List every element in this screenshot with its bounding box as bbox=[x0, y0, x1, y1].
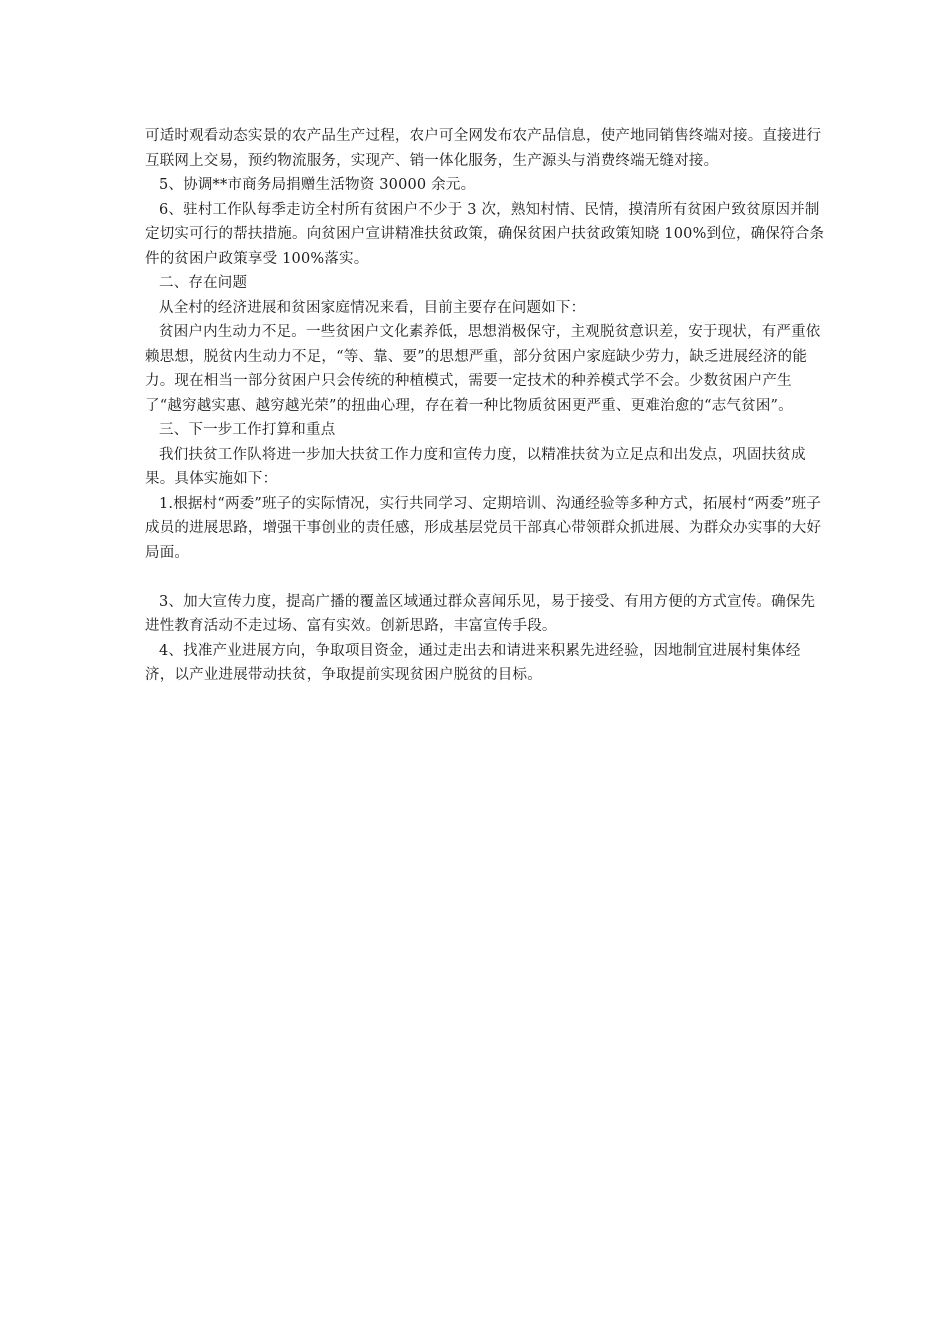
paragraph-step-4: 4、找准产业进展方向，争取项目资金，通过走出去和请进来积累先进经验，因地制宜进展村集体经济，以产业进展带动扶贫，争取提前实现贫困户脱贫的目标。 bbox=[145, 642, 801, 683]
paragraph-step-3: 3、加大宣传力度，提高广播的覆盖区域通过群众喜闻乐见，易于接受、有用方便的方式宣传。确保先进性教育活动不走过场、富有实效。创新思路，丰富宣传手段。 bbox=[145, 593, 816, 634]
document-body bbox=[145, 124, 825, 688]
blank-line bbox=[145, 565, 825, 590]
paragraph-motivation-lack: 贫困户内生动力不足。一些贫困户文化素养低，思想消极保守，主观脱贫意识差，安于现状，有严重依赖思想，脱贫内生动力不足，“等、靠、要”的思想严重，部分贫困户家庭缺少劳力，缺乏进展经济的能力。现在相当一部分贫困户只会传统的种植模式，需要一定技术的种养模式学不会。少数贫困户产生了“越穷越实惠、越穷越光荣”的扭曲心理，存在着一种比物质贫困更严重、更难治愈的“志气贫困”。 bbox=[145, 324, 821, 414]
paragraph-item-5-donation: 5、协调**市商务局捐赠生活物资 30000 余元。 bbox=[159, 177, 476, 193]
section-heading-problems: 二、存在问题 bbox=[159, 275, 248, 291]
section-heading-next-steps: 三、下一步工作打算和重点 bbox=[159, 422, 336, 438]
paragraph-agri-ecommerce: 可适时观看动态实景的农产品生产过程，农户可全网发布农产品信息，使产地同销售终端对接。直接进行互联网上交易，预约物流服务，实现产、销一体化服务，生产源头与消费终端无缝对接。 bbox=[145, 128, 822, 169]
paragraph-item-6-visits: 6、驻村工作队每季走访全村所有贫困户不少于 3 次，熟知村情、民情，摸清所有贫困户致贫原因并制定切实可行的帮扶措施。向贫困户宣讲精准扶贫政策，确保贫困户扶贫政策知晓 100%到位，确保符合条件的贫困户政策享受 100%落实。 bbox=[145, 201, 825, 267]
paragraph-next-steps-intro: 我们扶贫工作队将进一步加大扶贫工作力度和宣传力度，以精准扶贫为立足点和出发点，巩固扶贫成果。具体实施如下： bbox=[145, 446, 806, 487]
paragraph-problems-intro: 从全村的经济进展和贫困家庭情况来看，目前主要存在问题如下： bbox=[159, 299, 586, 316]
paragraph-step-1: 1.根据村“两委”班子的实际情况，实行共同学习、定期培训、沟通经验等多种方式，拓展村“两委”班子成员的进展思路，增强干事创业的责任感，形成基层党员干部真心带领群众抓进展、为群众办实事的大好局面。 bbox=[145, 495, 822, 561]
